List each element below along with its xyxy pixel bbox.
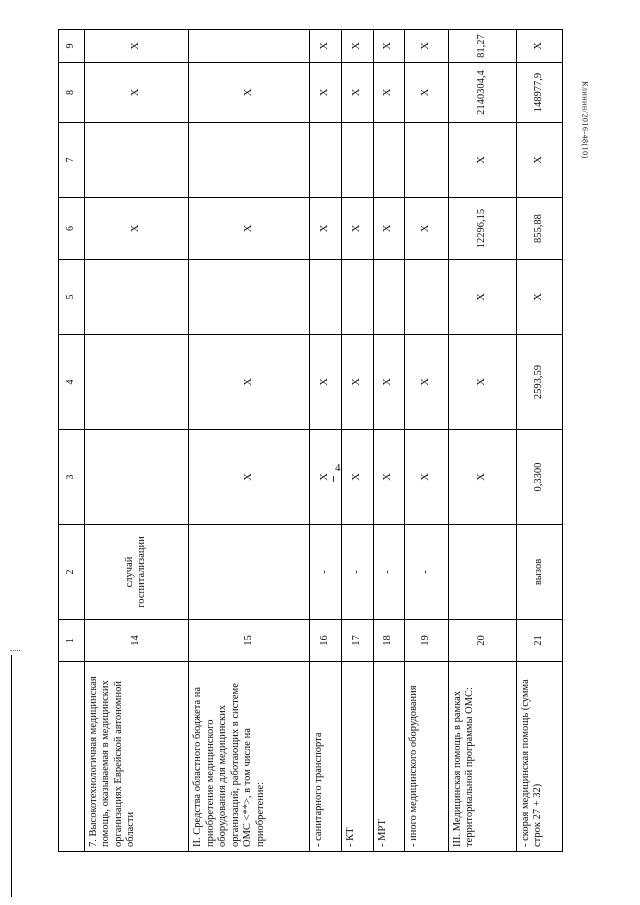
row-label-cell: II. Средства областного бюджета на приобретение медицинского оборудования для медицинских организаций, работающих в системе ОМС <**>, в том числе на приобретение: <box>188 662 309 852</box>
row-code-cell: 20 <box>448 620 516 662</box>
value-cell <box>188 30 309 63</box>
row-label-cell: - скорая медицинская помощь (сумма строк 27 + 32) <box>516 662 562 852</box>
value-cell <box>310 260 342 335</box>
value-cell <box>188 123 309 198</box>
value-cell <box>341 260 373 335</box>
value-cell: X <box>188 63 309 123</box>
page-number: 4 <box>335 462 341 474</box>
value-cell: X <box>341 430 373 525</box>
header-empty-cell <box>59 662 85 852</box>
header-cell: 9 <box>59 30 85 63</box>
value-cell: X <box>405 198 449 260</box>
header-cell: 6 <box>59 198 85 260</box>
value-cell <box>373 123 405 198</box>
value-cell: X <box>373 198 405 260</box>
value-cell: 12296,15 <box>448 198 516 260</box>
value-cell: X <box>405 335 449 430</box>
value-cell: X <box>405 30 449 63</box>
value-cell: X <box>341 198 373 260</box>
value-cell <box>84 430 188 525</box>
value-cell: X <box>373 30 405 63</box>
value-cell: X <box>310 63 342 123</box>
value-cell: X <box>405 63 449 123</box>
header-cell: 8 <box>59 63 85 123</box>
table-row <box>341 30 373 852</box>
row-code-cell: 19 <box>405 620 449 662</box>
value-cell <box>84 335 188 430</box>
row-code-cell: 14 <box>84 620 188 662</box>
value-cell: 2593,59 <box>516 335 562 430</box>
unit-cell: - <box>341 525 373 620</box>
table-row <box>516 30 562 852</box>
value-cell <box>84 123 188 198</box>
table-row <box>373 30 405 852</box>
value-cell: X <box>373 430 405 525</box>
row-code-cell: 15 <box>188 620 309 662</box>
value-cell <box>84 260 188 335</box>
table-row <box>310 30 342 852</box>
value-cell: X <box>516 123 562 198</box>
row-label-cell: - МРТ <box>373 662 405 852</box>
value-cell: X <box>341 335 373 430</box>
value-cell <box>188 260 309 335</box>
value-cell: 855,88 <box>516 198 562 260</box>
value-cell: X <box>373 63 405 123</box>
scan-edge-mark <box>10 650 20 652</box>
value-cell: X <box>448 123 516 198</box>
value-cell <box>405 260 449 335</box>
header-cell: 7 <box>59 123 85 198</box>
value-cell: X <box>448 430 516 525</box>
unit-cell <box>448 525 516 620</box>
row-label-cell: - санитарного транспорта <box>310 662 342 852</box>
row-label-cell: - КТ <box>341 662 373 852</box>
row-label-cell: III. Медицинская помощь в рамках территориальной программы ОМС: <box>448 662 516 852</box>
value-cell <box>373 260 405 335</box>
value-cell: X <box>373 335 405 430</box>
header-cell: 2 <box>59 525 85 620</box>
row-label-cell: - иного медицинского оборудования <box>405 662 449 852</box>
side-code-text: Клинин/2016-48(10) <box>580 81 590 159</box>
value-cell: X <box>448 335 516 430</box>
value-cell: X <box>516 260 562 335</box>
value-cell <box>310 123 342 198</box>
value-cell: 81,27 <box>448 30 516 63</box>
table-row <box>405 30 449 852</box>
value-cell: 2140304,4 <box>448 63 516 123</box>
row-code-cell: 17 <box>341 620 373 662</box>
table-row <box>84 30 188 852</box>
value-cell: X <box>310 430 342 525</box>
value-cell <box>405 123 449 198</box>
unit-cell: - <box>310 525 342 620</box>
value-cell: X <box>448 260 516 335</box>
table-row <box>188 30 309 852</box>
header-cell: 3 <box>59 430 85 525</box>
header-cell: 1 <box>59 620 85 662</box>
value-cell: X <box>516 30 562 63</box>
table-body <box>59 30 563 852</box>
value-cell: X <box>84 198 188 260</box>
unit-cell: случай госпитализации <box>84 525 188 620</box>
row-code-cell: 18 <box>373 620 405 662</box>
value-cell: X <box>310 335 342 430</box>
table-rotated-container <box>58 30 563 852</box>
document-side-code <box>578 55 592 185</box>
row-label-cell: 7. Высокотехнологичная медицинская помощь, оказываемая в медицинских организациях Еврейской автономной области <box>84 662 188 852</box>
value-cell: X <box>405 430 449 525</box>
table-row <box>448 30 516 852</box>
table-rotation <box>58 30 563 852</box>
value-cell: X <box>310 198 342 260</box>
value-cell: X <box>310 30 342 63</box>
value-cell: X <box>84 63 188 123</box>
row-code-cell: 16 <box>310 620 342 662</box>
value-cell: X <box>188 198 309 260</box>
value-cell: X <box>188 430 309 525</box>
row-code-cell: 21 <box>516 620 562 662</box>
scan-edge-line <box>11 655 12 897</box>
value-cell: 148977,9 <box>516 63 562 123</box>
value-cell: 0,3300 <box>516 430 562 525</box>
value-cell <box>341 123 373 198</box>
header-cell: 4 <box>59 335 85 430</box>
unit-cell <box>188 525 309 620</box>
header-cell: 5 <box>59 260 85 335</box>
value-cell: X <box>84 30 188 63</box>
header-row <box>59 30 85 852</box>
financing-table <box>58 29 563 852</box>
unit-cell: вызов <box>516 525 562 620</box>
unit-cell: - <box>373 525 405 620</box>
unit-cell: - <box>405 525 449 620</box>
value-cell: X <box>341 63 373 123</box>
value-cell: X <box>188 335 309 430</box>
value-cell: X <box>341 30 373 63</box>
